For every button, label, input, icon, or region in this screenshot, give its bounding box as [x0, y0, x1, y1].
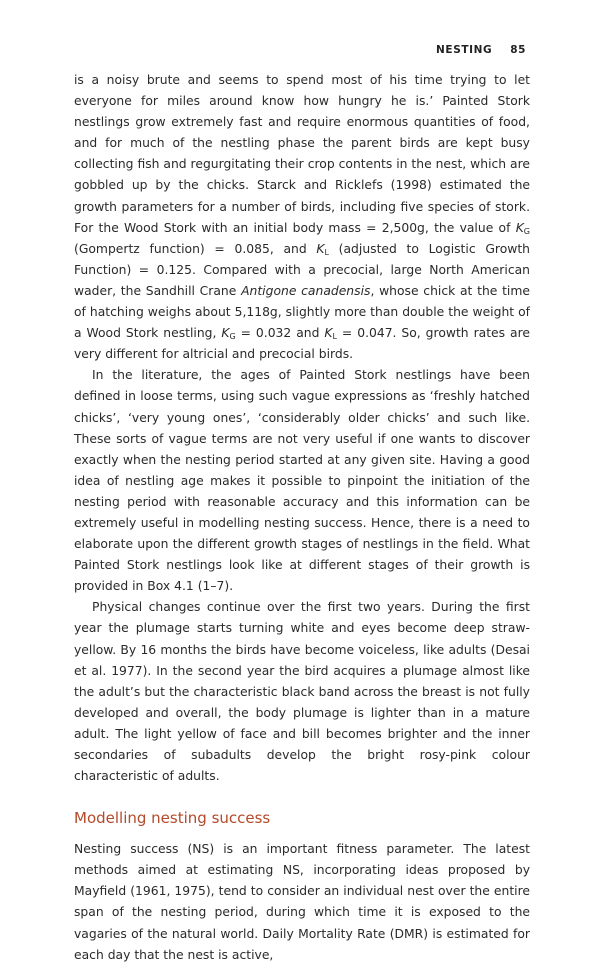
paragraph-growth-rates: is a noisy brute and seems to spend most of his time trying to let everyone for miles around know how hungry he is.’ Painted Stork nestlings grow extremely fast and require enormous quantities of food, and for much of the nestling phase the parent birds are kept busy collecting fish and regurgitating their crop contents in the nest, which are gobbled up by the chicks. Starck and Ricklefs (1998) estimated the growth parameters for a number of birds, including five species of stork. For the Wood Stork with an initial body mass = 2,500g, the value of $K_G$ (Gompertz function) = 0.085, and $K_L$ (adjusted to Logistic Growth Function) = 0.125. Compared with a precocial, large North American wader, the Sandhill Crane Antigone canadensis, whose chick at the time of hatching weighs about 5,118g, slightly more than double the weight of a Wood Stork nestling, $K_G = 0.032$ and $K_L = 0.047$. So, growth rates are very different for altricial and precocial birds. [74, 73, 530, 362]
page-number: 85 [510, 44, 526, 56]
paragraph-physical-changes: Physical changes continue over the first two years. During the first year the plumage starts turning white and eyes become deep straw-yellow. By 16 months the birds have become voiceless, like adults (Desai et al. 1977). In the second year the bird acquires a plumage almost like the adult’s but the characteristic black band across the breast is not fully developed and overall, the body plumage is lighter than in a mature adult. The light yellow of face and bill becomes brighter and the inner secondaries of subadults develop the bright rosy-pink colour characteristic of adults. [74, 600, 530, 784]
paragraph-nestling-ages: In the literature, the ages of Painted Stork nestlings have been defined in loose terms, using such vague expressions as ‘freshly hatched chicks’, ‘very young ones’, ‘considerably older chicks’ and such like. These sorts of vague terms are not very useful if one wants to discover exactly when the nesting period started at any given site. Having a good idea of nestling age makes it possible to pinpoint the initiation of the nesting period with reasonable accuracy and this information can be extremely useful in modelling nesting success. Hence, there is a need to elaborate upon the different growth stages of nestlings in the field. What Painted Stork nestlings look like at different stages of their growth is provided in Box 4.1 (1–7). [74, 368, 530, 594]
species-name: Antigone canadensis [241, 283, 371, 298]
chapter-title: NESTING [436, 44, 493, 56]
body-text [74, 70, 530, 966]
section-heading: Modelling nesting success [74, 809, 271, 828]
running-head [436, 44, 526, 56]
paragraph-nesting-success: Nesting success (NS) is an important fitness parameter. The latest methods aimed at estimating NS, incorporating ideas proposed by Mayfield (1961, 1975), tend to consider an individual nest over the entire span of the nesting period, during which time it is exposed to the vagaries of the natural world. Daily Mortality Rate (DMR) is estimated for each day that the nest is active, [74, 842, 530, 962]
